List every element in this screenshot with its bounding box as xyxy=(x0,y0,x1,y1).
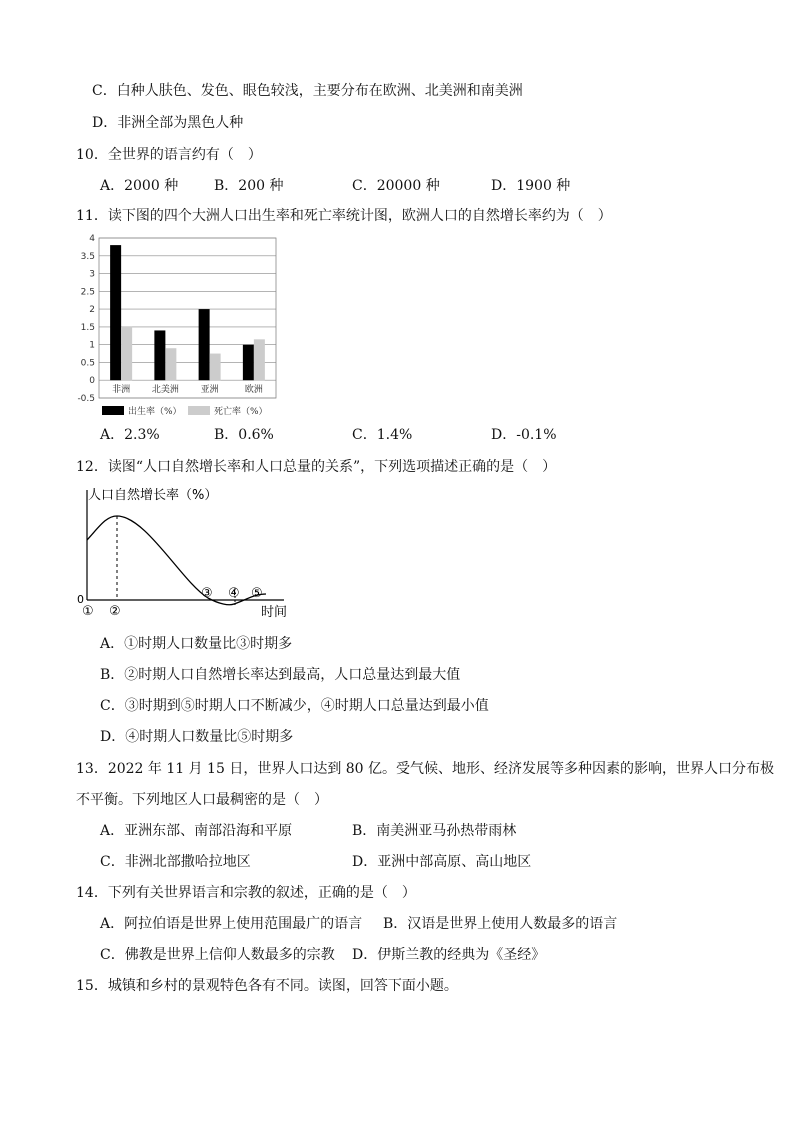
q11-stem: 11．读下图的四个大洲人口出生率和死亡率统计图，欧洲人口的自然增长率约为（ ） xyxy=(76,208,612,224)
y-tick-label: 1 xyxy=(89,340,95,351)
marker-1: ① xyxy=(82,604,94,619)
y-tick-label: 0 xyxy=(89,376,95,387)
q11-option-c: C．1.4% xyxy=(352,427,413,443)
y-tick-label: 4 xyxy=(89,234,95,244)
q12-option-c: C．③时期到⑤时期人口不断减少，④时期人口总量达到最小值 xyxy=(100,698,489,714)
bar xyxy=(243,345,254,381)
bar xyxy=(110,245,121,380)
bar xyxy=(254,339,265,380)
birth-death-rate-chart xyxy=(77,230,290,420)
x-tick-label: 非洲 xyxy=(112,385,131,396)
y-tick-label: 2.5 xyxy=(80,287,95,298)
q11-option-d: D．-0.1% xyxy=(491,427,557,443)
bar xyxy=(154,330,165,380)
chart-y-tick-labels xyxy=(77,234,95,404)
y-tick-label: 0.5 xyxy=(80,358,95,369)
marker-5: ⑤ xyxy=(251,586,263,601)
bar xyxy=(121,327,132,380)
bar xyxy=(199,309,210,380)
diagram-x-label: 时间 xyxy=(261,605,288,620)
q12-option-b: B．②时期人口自然增长率达到最高，人口总量达到最大值 xyxy=(100,667,461,683)
q14-option-b: B．汉语是世界上使用人数最多的语言 xyxy=(383,916,618,932)
q9-option-c: C．白种人肤色、发色、眼色较浅，主要分布在欧洲、北美洲和南美洲 xyxy=(92,83,523,99)
legend-swatch xyxy=(188,406,210,415)
q14-option-a: A．阿拉伯语是世界上使用范围最广的语言 xyxy=(100,916,363,932)
diagram-origin-label: 0 xyxy=(77,593,84,606)
y-tick-label: 2 xyxy=(89,305,95,316)
chart-bars xyxy=(110,245,265,380)
q13-option-c: C．非洲北部撒哈拉地区 xyxy=(100,854,251,870)
diagram-y-label: 人口自然增长率（%） xyxy=(88,488,218,503)
q12-option-d: D．④时期人口数量比⑤时期多 xyxy=(100,729,294,745)
q14-option-c: C．佛教是世界上信仰人数最多的宗教 xyxy=(100,947,335,963)
q11-option-a: A．2.3% xyxy=(100,427,160,443)
legend-label: 死亡率（%） xyxy=(214,407,268,417)
q10-option-b: B．200 种 xyxy=(214,178,284,194)
x-tick-label: 北美洲 xyxy=(151,385,179,396)
bar xyxy=(165,348,176,380)
marker-2: ② xyxy=(109,604,121,619)
marker-3: ③ xyxy=(201,586,213,601)
q12-stem: 12．读图“人口自然增长率和人口总量的关系”，下列选项描述正确的是（ ） xyxy=(76,459,557,475)
q13-stem-line2: 不平衡。下列地区人口最稠密的是（ ） xyxy=(76,792,328,808)
q9-option-d: D．非洲全部为黑色人种 xyxy=(92,115,244,131)
q10-option-c: C．20000 种 xyxy=(352,178,440,194)
q15-stem: 15．城镇和乡村的景观特色各有不同。读图，回答下面小题。 xyxy=(76,978,458,994)
x-tick-label: 欧洲 xyxy=(244,385,263,396)
x-tick-label: 亚洲 xyxy=(200,385,219,396)
y-tick-label: -0.5 xyxy=(77,394,95,404)
q10-option-d: D．1900 种 xyxy=(491,178,571,194)
q13-stem-line1: 13．2022 年 11 月 15 日，世界人口达到 80 亿。受气候、地形、经济发展等多种因素的影响，世界人口分布极 xyxy=(76,761,775,777)
legend-label: 出生率（%） xyxy=(128,407,182,417)
q13-option-d: D．亚洲中部高原、高山地区 xyxy=(352,854,532,870)
y-tick-label: 1.5 xyxy=(80,322,95,333)
q10-stem: 10．全世界的语言约有（ ） xyxy=(76,147,262,163)
q11-option-b: B．0.6% xyxy=(214,427,274,443)
bar xyxy=(210,354,221,381)
q13-option-a: A．亚洲东部、南部沿海和平原 xyxy=(100,823,293,839)
q14-stem: 14．下列有关世界语言和宗教的叙述，正确的是（ ） xyxy=(76,885,416,901)
chart-x-tick-labels xyxy=(112,383,263,395)
q10-option-a: A．2000 种 xyxy=(100,178,179,194)
q13-option-b: B．南美洲亚马孙热带雨林 xyxy=(352,823,517,839)
q12-option-a: A．①时期人口数量比③时期多 xyxy=(100,636,293,652)
growth-rate-curve-diagram xyxy=(74,482,294,622)
y-tick-label: 3 xyxy=(89,269,95,280)
y-tick-label: 3.5 xyxy=(80,251,95,262)
q14-option-d: D．伊斯兰教的经典为《圣经》 xyxy=(352,947,546,963)
legend-swatch xyxy=(102,406,124,415)
marker-4: ④ xyxy=(228,586,240,601)
chart-legend xyxy=(102,405,268,417)
